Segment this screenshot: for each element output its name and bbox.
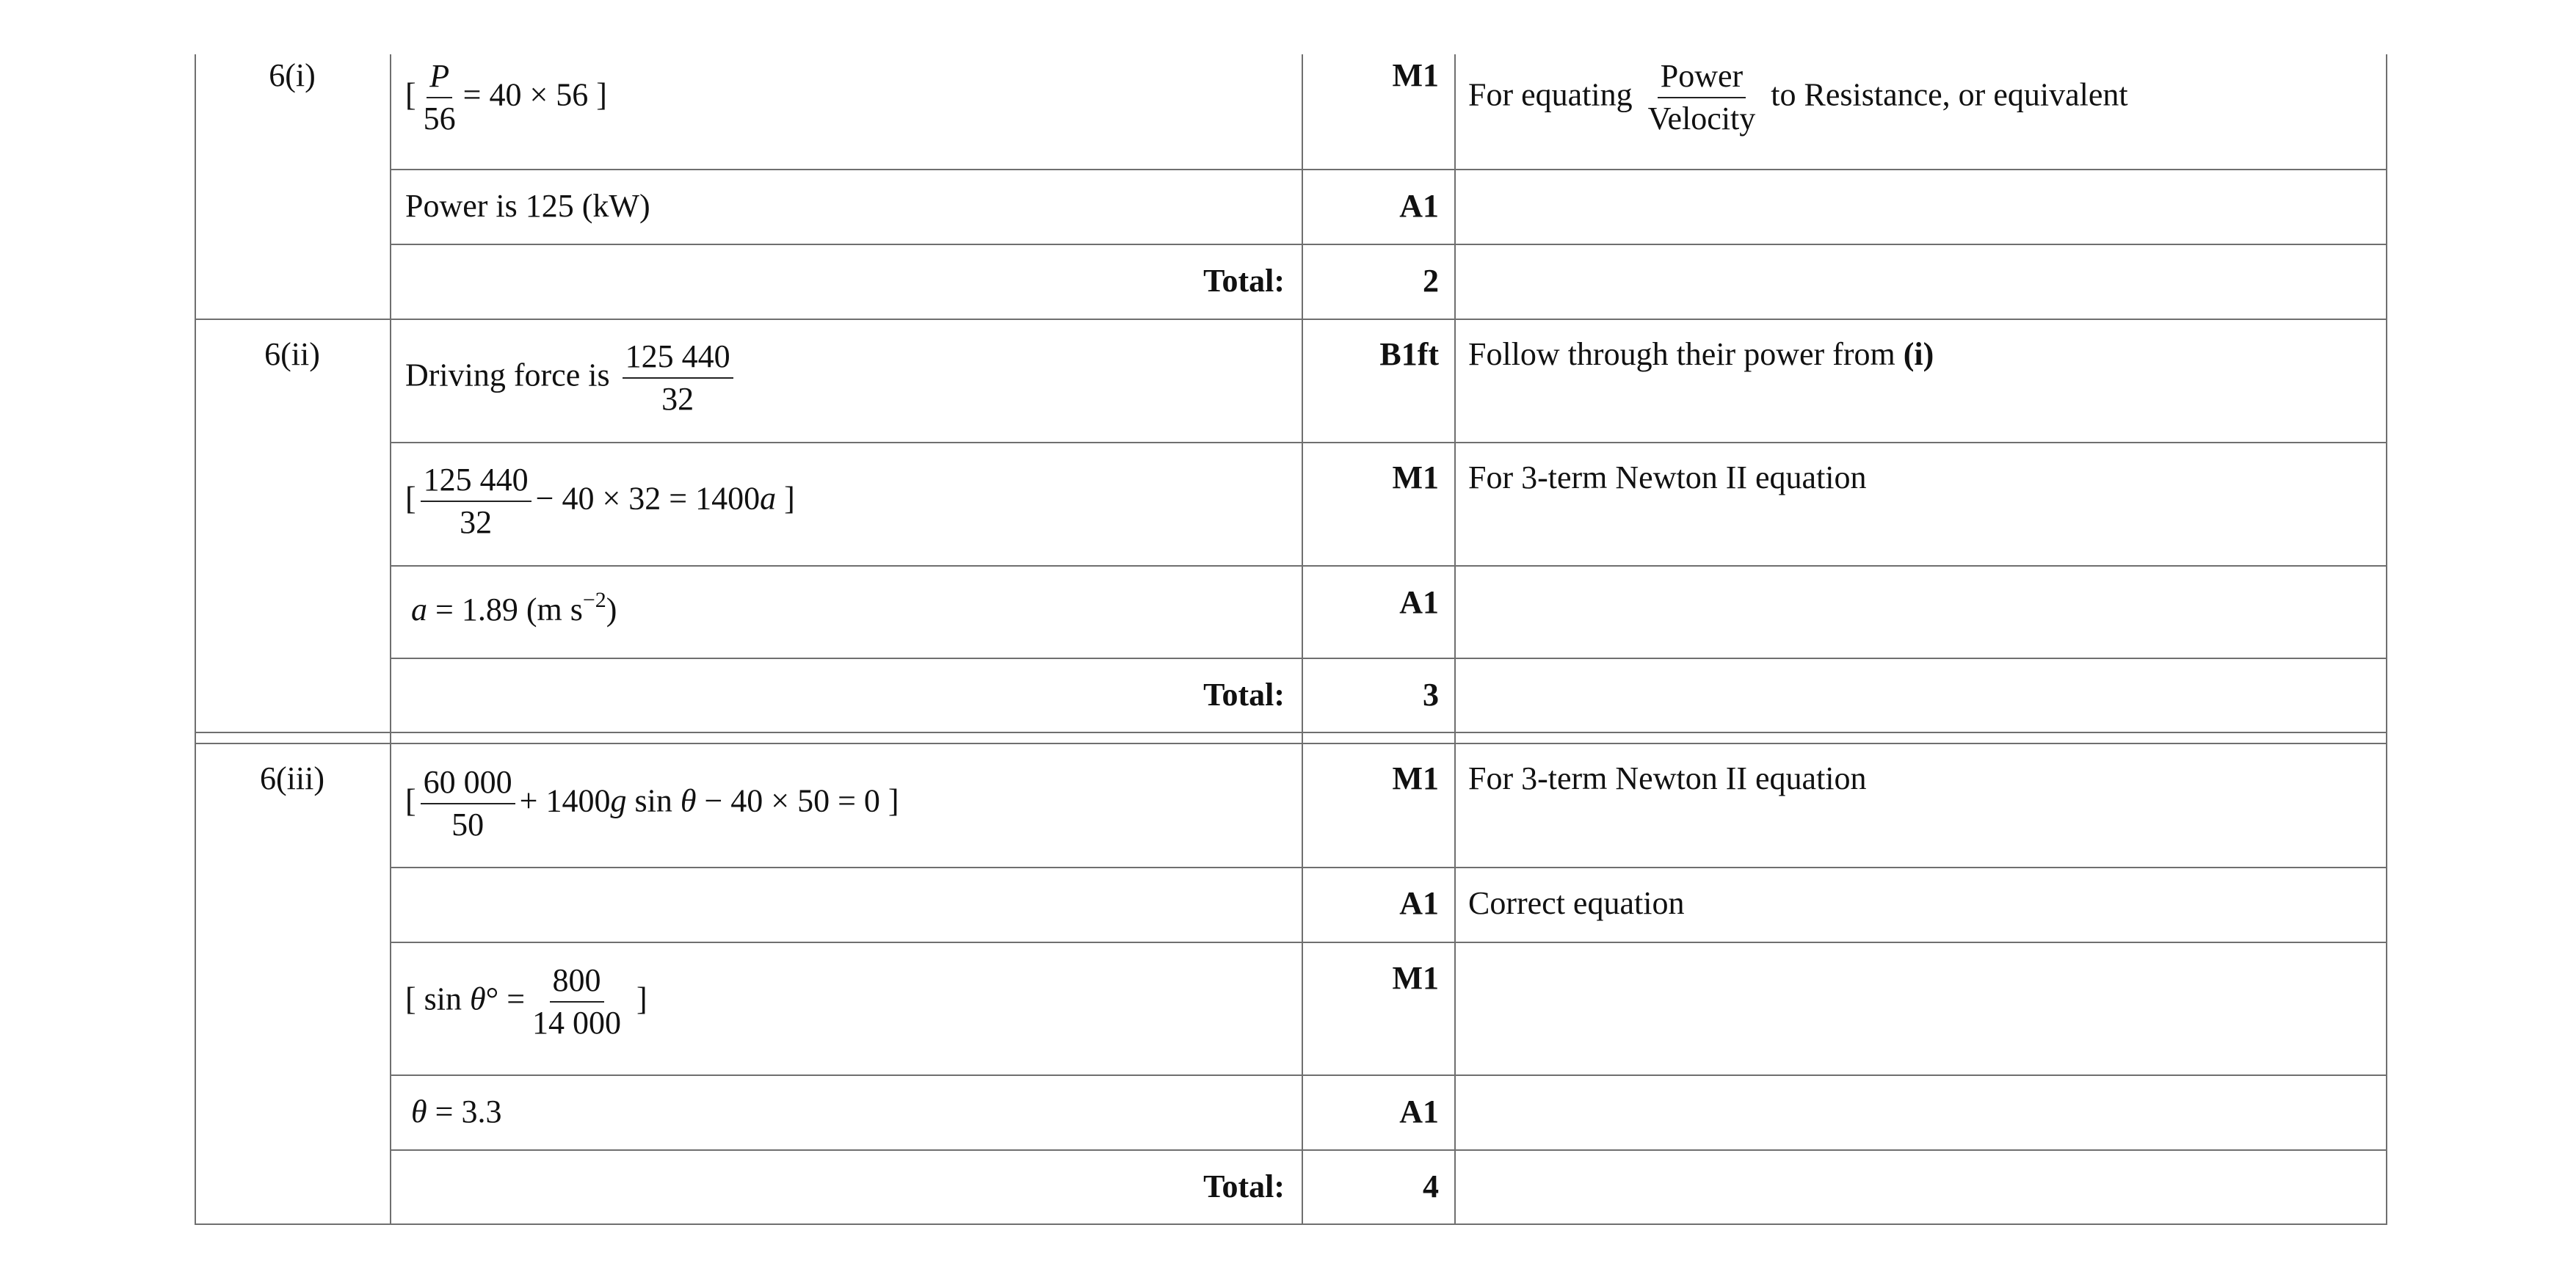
total-value: 3: [1423, 677, 1439, 713]
row-divider: [390, 442, 2387, 443]
bracket: [: [405, 76, 416, 113]
fraction: [1645, 59, 1759, 137]
table-border-left: [195, 54, 196, 1225]
working-equation: [405, 59, 607, 137]
working-equation: [405, 765, 899, 843]
mark: B1ft: [1379, 336, 1439, 372]
exponent: −2: [582, 588, 606, 612]
total-value: 4: [1423, 1168, 1439, 1204]
fraction-denominator: 56: [423, 101, 456, 137]
comment-text: For equating: [1468, 76, 1633, 113]
column-divider-marks: [1454, 54, 1456, 1225]
mark: A1: [1399, 885, 1439, 921]
section-divider-double: [195, 743, 2387, 744]
fraction-denominator: 32: [460, 504, 493, 541]
row-divider: [390, 1149, 2387, 1151]
guidance-comment: For 3-term Newton II equation: [1468, 459, 1867, 495]
fraction-numerator: P: [429, 58, 450, 94]
fraction: [623, 339, 733, 418]
mark: A1: [1399, 188, 1439, 224]
row-divider: [390, 942, 2387, 943]
mark: A1: [1399, 1094, 1439, 1130]
equation-rhs: = 40 × 56: [462, 76, 589, 113]
mark: M1: [1392, 57, 1439, 93]
bracket: ]: [596, 76, 607, 113]
guidance-comment: For 3-term Newton II equation: [1468, 760, 1867, 796]
variable: a: [760, 480, 777, 517]
comment-text: to Resistance, or equivalent: [1771, 76, 2128, 113]
working-equation: [405, 339, 738, 418]
value: = 1.89 (m s: [435, 592, 583, 628]
bracket: ]: [784, 480, 795, 517]
bracket: ]: [636, 981, 647, 1017]
fraction-numerator: 800: [550, 963, 604, 1003]
section-divider: [195, 319, 2387, 320]
fraction-denominator: 32: [661, 381, 694, 418]
fraction-numerator: Power: [1658, 59, 1746, 98]
variable-theta: θ: [411, 1094, 427, 1130]
equation-rest: − 40 × 32 = 1400: [535, 480, 761, 517]
question-number: 6(i): [269, 57, 316, 93]
row-divider: [390, 244, 2387, 245]
mark: A1: [1399, 584, 1439, 620]
column-divider-question: [390, 54, 391, 1225]
equation-rest: − 40 × 50 = 0: [704, 782, 880, 819]
guidance-comment: Correct equation: [1468, 885, 1685, 921]
question-number: 6(iii): [260, 760, 324, 796]
total-label: Total:: [1203, 1168, 1285, 1204]
bracket: ): [606, 592, 617, 628]
guidance-comment: [1468, 336, 1934, 374]
fraction-denominator: 14 000: [532, 1005, 622, 1041]
fraction: [421, 59, 459, 137]
working-text: Driving force is: [405, 357, 610, 393]
working-equation: [405, 462, 795, 541]
table-border-bottom: [195, 1223, 2387, 1225]
total-label: Total:: [1203, 677, 1285, 713]
degree-equals: ° =: [485, 981, 526, 1017]
working-line: [411, 588, 617, 629]
fraction: [529, 963, 624, 1041]
variable-theta: θ: [680, 782, 697, 819]
fraction: [421, 765, 515, 843]
question-number: 6(ii): [264, 336, 320, 372]
variable-g: g: [610, 782, 627, 819]
row-divider: [390, 565, 2387, 567]
fraction-numerator: 60 000: [421, 765, 515, 804]
working-line: [411, 1094, 501, 1131]
comment-reference: (i): [1903, 336, 1934, 372]
mark: M1: [1392, 760, 1439, 796]
sin-function: sin: [634, 782, 672, 819]
section-divider: [195, 732, 2387, 733]
bracket: [: [405, 782, 416, 819]
value: = 3.3: [435, 1094, 502, 1130]
fraction-numerator: 125 440: [623, 339, 733, 379]
fraction-denominator: 50: [451, 807, 485, 843]
bracket: [: [405, 480, 416, 517]
comment-text: Follow through their power from: [1468, 336, 1895, 372]
table-border-right: [2386, 54, 2387, 1225]
row-divider: [390, 169, 2387, 170]
row-divider: [390, 867, 2387, 868]
sin-function: [ sin: [405, 981, 462, 1017]
mark: M1: [1392, 960, 1439, 996]
fraction: [421, 462, 531, 541]
fraction-denominator: Velocity: [1647, 101, 1756, 137]
equation-rest: + 1400: [519, 782, 611, 819]
row-divider: [390, 658, 2387, 659]
working-equation: [405, 963, 647, 1041]
variable-theta: θ: [470, 981, 486, 1017]
total-label: Total:: [1203, 263, 1285, 299]
variable: a: [411, 592, 427, 628]
guidance-comment: [1468, 59, 2128, 137]
working-line: Power is 125 (kW): [405, 188, 650, 224]
bracket: ]: [888, 782, 899, 819]
column-divider-answer: [1302, 54, 1303, 1225]
total-value: 2: [1423, 263, 1439, 299]
mark: M1: [1392, 459, 1439, 495]
fraction-numerator: 125 440: [421, 462, 531, 502]
row-divider: [390, 1074, 2387, 1076]
